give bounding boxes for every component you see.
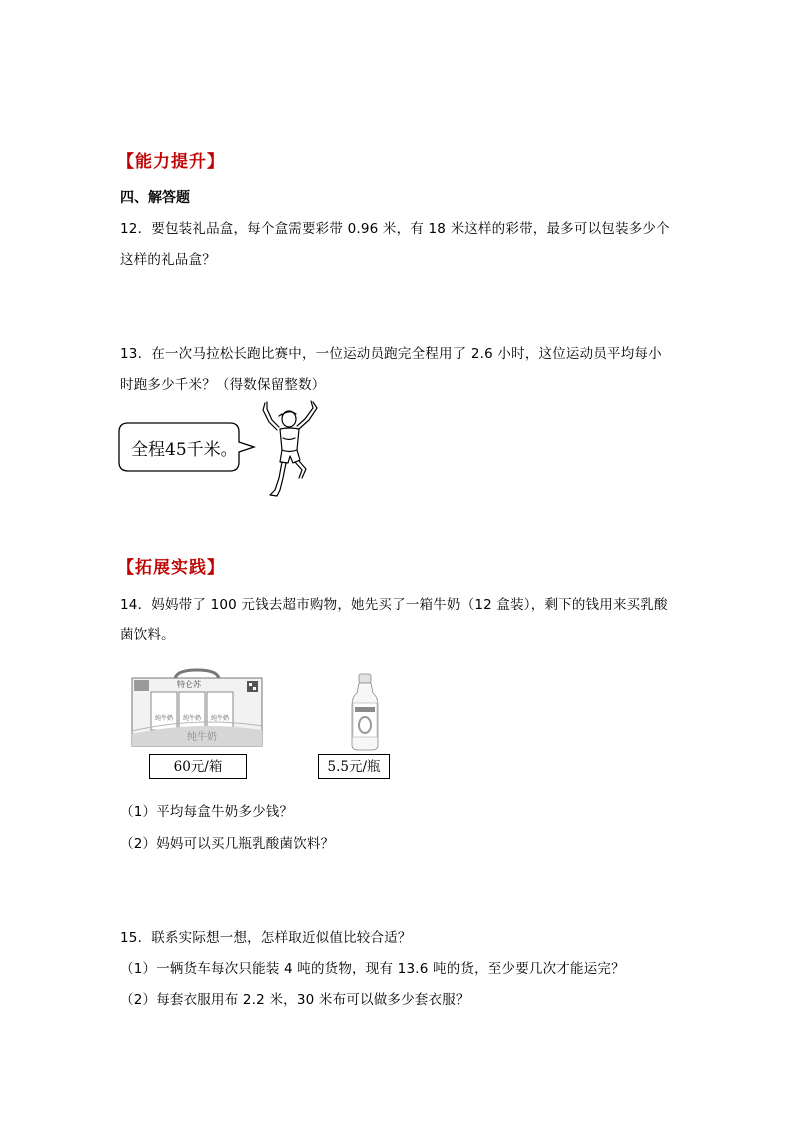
drink-price-label: 5.5元/瓶 (318, 754, 390, 779)
milk-brand-label: 特仑苏 (177, 680, 201, 689)
q14-line1: 14．妈妈带了 100 元钱去超市购物，她先买了一箱牛奶（12 盒装），剩下的钱用来买乳酸 (120, 597, 668, 613)
milk-price-label: 60元/箱 (149, 754, 247, 779)
q12-line1: 12．要包装礼品盒，每个盒需要彩带 0.96 米，有 18 米这样的彩带，最多可以包装多少个 (120, 221, 670, 237)
q13-line1: 13．在一次马拉松长跑比赛中，一位运动员跑完全程用了 2.6 小时，这位运动员平均每小 (120, 346, 662, 362)
section-title-extension: 【拓展实践】 (117, 558, 225, 578)
section-title-ability: 【能力提升】 (117, 152, 225, 172)
q15-line1: 15．联系实际想一想，怎样取近似值比较合适？ (120, 930, 412, 946)
drink-bottle-image (349, 673, 381, 751)
milk-box-image (131, 668, 264, 748)
q13-line2: 时跑多少千米？（得数保留整数） (120, 377, 326, 393)
q15-sub2: （2）每套衣服用布 2.2 米，30 米布可以做多少套衣服？ (120, 992, 470, 1008)
runner-illustration (255, 400, 325, 500)
carton-label-3: 纯牛奶 (211, 715, 230, 722)
carton-label-1: 纯牛奶 (155, 715, 174, 722)
q15-sub1: （1）一辆货车每次只能装 4 吨的货物，现有 13.6 吨的货，至少要几次才能运完？ (120, 961, 625, 977)
part-heading: 四、解答题 (120, 190, 190, 206)
carton-label-2: 纯牛奶 (183, 715, 202, 722)
q14-line2: 菌饮料。 (120, 627, 175, 643)
q14-sub2: （2）妈妈可以买几瓶乳酸菌饮料？ (120, 836, 335, 852)
milk-product-label: 纯牛奶 (187, 732, 217, 743)
bubble-text: 全程45千米。 (131, 440, 238, 460)
q12-line2: 这样的礼品盒？ (120, 252, 216, 268)
q14-sub1: （1）平均每盒牛奶多少钱？ (120, 804, 294, 820)
